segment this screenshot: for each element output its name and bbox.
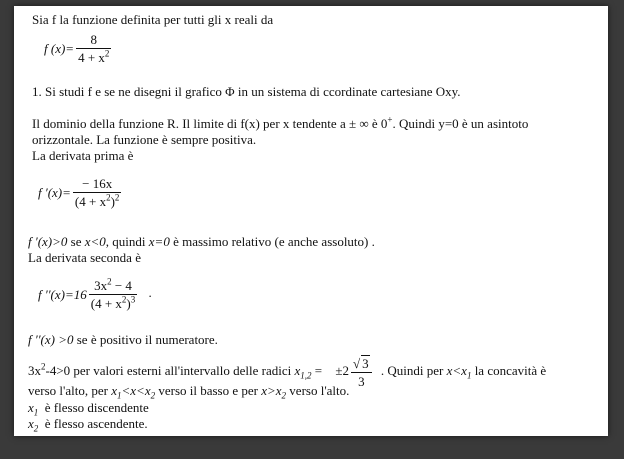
f2-den-exp-in: 2 xyxy=(121,294,127,305)
roots-cond1-sub: 1 xyxy=(466,370,472,381)
verso-c1-sub: 1 xyxy=(117,390,122,401)
f2-fraction xyxy=(89,278,138,311)
roots-x12-sub: 1,2 xyxy=(300,370,312,381)
f1-den-exp-in: 2 xyxy=(106,192,111,203)
flesso2-text: è flesso ascendente. xyxy=(38,416,148,431)
f1-sign-mid: se xyxy=(67,234,85,249)
verso-c2-sub: 2 xyxy=(150,390,156,401)
verso-c1: x xyxy=(111,383,117,398)
flesso1-x: x xyxy=(28,400,34,415)
roots-a-exp: 2 xyxy=(41,361,46,372)
flesso1-text: è flesso discendente xyxy=(38,400,149,415)
roots-a: 3x xyxy=(28,362,41,378)
function-definition xyxy=(44,32,113,65)
roots-d: la concavità è xyxy=(471,362,547,378)
roots-c: . Quindi per xyxy=(380,362,447,378)
f2-den-exp-out: 3 xyxy=(130,294,136,305)
f2-num-base: 3x xyxy=(94,278,108,293)
f2-den-close: ) xyxy=(126,296,131,311)
dominio-part1: Il dominio della funzione R. Il limite di f(x) per x tendente a ± ∞ è 0 xyxy=(32,116,388,131)
f1-sign-x0: x=0 xyxy=(148,234,170,249)
f2-num-tail: − 4 xyxy=(111,278,132,293)
roots-sqrt-arg: 3 xyxy=(362,356,369,371)
first-derivative xyxy=(38,176,123,209)
f2-dot: . xyxy=(148,285,152,301)
f1-sign-tail: è massimo relativo (e anche assoluto) . xyxy=(169,234,375,249)
roots-fraction: $\frac{√ 3}{3}$ xyxy=(351,355,372,389)
f2-den-base: (4 + x xyxy=(90,296,122,311)
f-fraction xyxy=(76,32,111,65)
f1-sign-rest: , quindi xyxy=(105,234,149,249)
roots-eq: = xyxy=(311,362,323,378)
intro-text: Sia f la funzione definita per tutti gli x reali da xyxy=(32,12,274,27)
second-derivative-sign xyxy=(28,332,218,347)
f-denominator: 4 + x xyxy=(78,50,105,65)
second-derivative xyxy=(38,278,152,311)
f1-den-close: ) xyxy=(110,194,115,209)
roots-pm: ±2 xyxy=(335,362,350,378)
f-numerator: 8 xyxy=(76,32,111,49)
f-denominator-exp: 2 xyxy=(104,48,110,59)
f1-fraction xyxy=(73,176,122,209)
roots-b: -4>0 per valori esterni all'intervallo delle radici xyxy=(45,362,295,378)
flesso2-sub: 2 xyxy=(33,423,39,434)
verso-c: verso l'alto. xyxy=(286,383,350,398)
dominio-part2: . Quindi y=0 è un asintoto xyxy=(392,116,529,131)
f1-numerator: − 16x xyxy=(73,176,122,193)
f-lhs: f (x)= xyxy=(44,41,75,56)
verso-c3-sub: 2 xyxy=(281,390,287,401)
roots-x12: x xyxy=(294,362,301,378)
f2-lhs: f ′′(x)=16 xyxy=(38,287,87,302)
dominio-line xyxy=(32,116,528,131)
flesso1-sub: 1 xyxy=(33,407,39,418)
document-page xyxy=(14,6,608,436)
verso-a: verso l'alto, per xyxy=(28,383,112,398)
f1-den-exp-out: 2 xyxy=(114,192,120,203)
derivata-prima-title: La derivata prima è xyxy=(32,148,134,163)
question-1: 1. Si studi f e se ne disegni il grafico Φ in un sistema di ccordinate cartesiane Oxy. xyxy=(32,84,461,99)
f1-lhs: f ′(x)= xyxy=(38,185,71,200)
first-derivative-sign xyxy=(28,234,375,249)
verso-c2: <x<x xyxy=(121,383,151,398)
derivata-seconda-title: La derivata seconda è xyxy=(28,250,141,265)
f2-sign-rest: se è positivo il numeratore. xyxy=(73,332,218,347)
f2-sign-lhs: f ′′(x) >0 xyxy=(28,332,74,347)
roots-frac-den: 3 xyxy=(358,374,365,389)
verso-line xyxy=(28,383,350,401)
flesso-discendente xyxy=(28,400,149,418)
verso-b: verso il basso e per xyxy=(155,383,262,398)
f1-sign-cond: x<0 xyxy=(84,234,106,249)
verso-c3: x>x xyxy=(261,383,282,398)
roots-cond1: x<x xyxy=(446,362,467,378)
f2-num-exp: 2 xyxy=(107,276,112,287)
dominio-plus: + xyxy=(387,114,393,125)
orizzontale-line: orizzontale. La funzione è sempre positiva. xyxy=(32,132,257,147)
f1-sign-lhs: f ′(x)>0 xyxy=(28,234,68,249)
flesso-ascendente xyxy=(28,416,148,434)
f1-den-base: (4 + x xyxy=(74,194,107,209)
flesso2-x: x xyxy=(28,416,34,431)
